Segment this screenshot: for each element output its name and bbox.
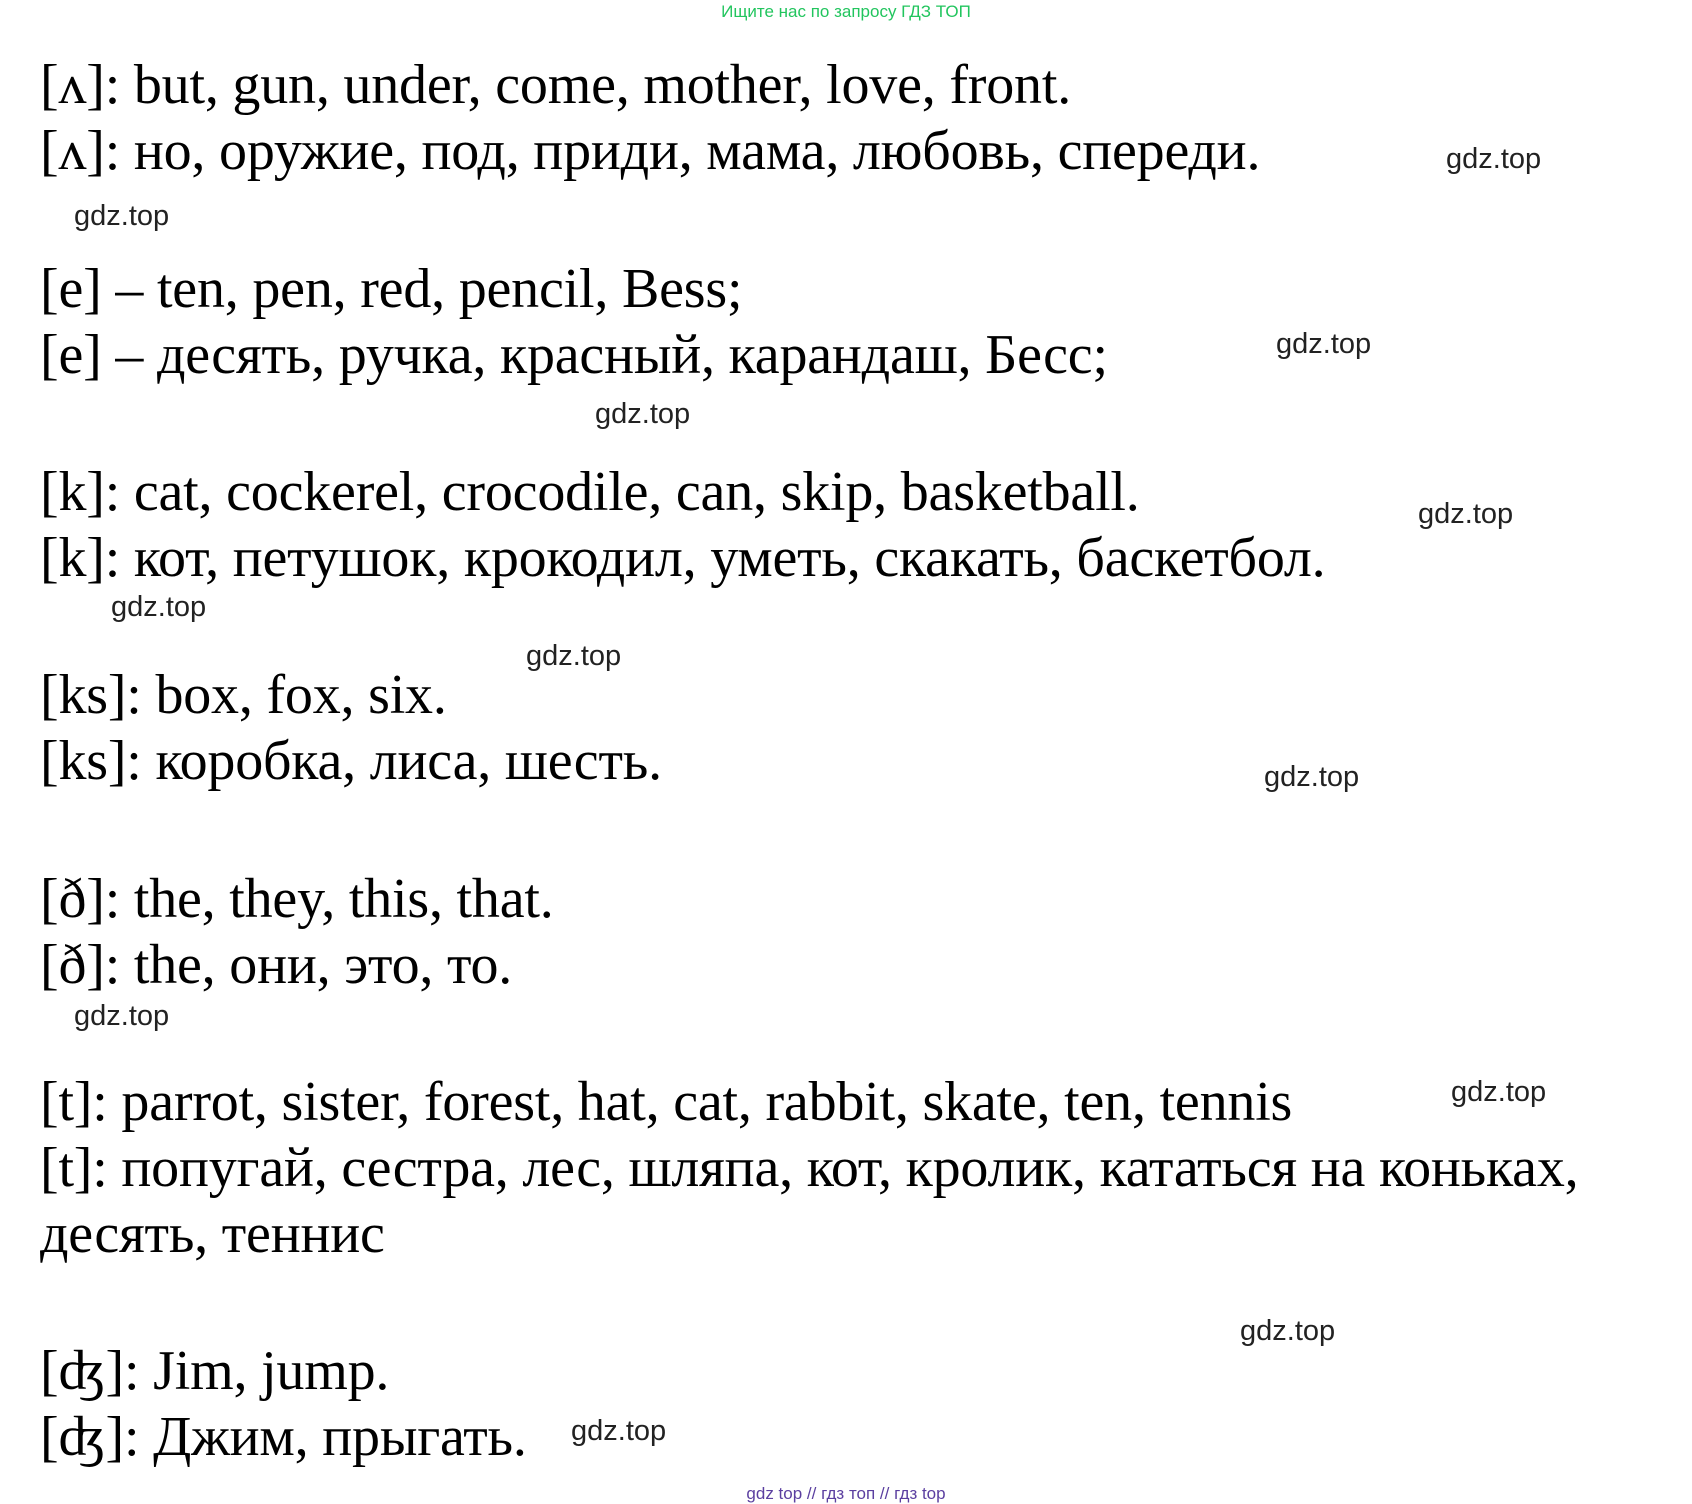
text-line-6: [k]: кот, петушок, крокодил, уметь, скакать, баскетбол. (40, 527, 1326, 589)
text-line-4: [e] – десять, ручка, красный, карандаш, Бесс; (40, 324, 1108, 386)
header-note: Ищите нас по запросу ГДЗ ТОП (721, 2, 971, 21)
watermark: gdz.top (1451, 1076, 1547, 1108)
watermark: gdz.top (74, 1000, 170, 1032)
watermark: gdz.top (1276, 328, 1372, 360)
footer-note: gdz top // гдз топ // гдз top (746, 1484, 946, 1503)
watermark: gdz.top (1240, 1315, 1336, 1347)
watermark: gdz.top (111, 591, 207, 623)
text-line-15: [ʤ]: Джим, прыгать. (40, 1406, 527, 1468)
text-line-8: [ks]: коробка, лиса, шесть. (40, 730, 662, 792)
text-line-10: [ð]: the, они, это, то. (40, 934, 513, 996)
watermark: gdz.top (595, 398, 691, 430)
text-line-2: [ʌ]: но, оружие, под, приди, мама, любовь, спереди. (40, 120, 1261, 182)
watermark: gdz.top (1264, 761, 1360, 793)
text-line-7: [ks]: box, fox, six. (40, 664, 447, 726)
watermark: gdz.top (1418, 498, 1514, 530)
text-line-5: [k]: cat, cockerel, crocodile, can, skip, basketball. (40, 461, 1140, 523)
watermark: gdz.top (571, 1415, 667, 1447)
text-line-12: [t]: попугай, сестра, лес, шляпа, кот, кролик, кататься на коньках, (40, 1137, 1579, 1199)
text-line-3: [e] – ten, pen, red, pencil, Bess; (40, 258, 743, 320)
text-line-11: [t]: parrot, sister, forest, hat, cat, rabbit, skate, ten, tennis (40, 1071, 1293, 1133)
text-line-13: десять, теннис (40, 1203, 385, 1265)
watermark: gdz.top (1446, 143, 1542, 175)
text-line-9: [ð]: the, they, this, that. (40, 868, 554, 930)
text-line-14: [ʤ]: Jim, jump. (40, 1340, 390, 1402)
text-line-1: [ʌ]: but, gun, under, come, mother, love, front. (40, 54, 1071, 116)
watermark: gdz.top (526, 640, 622, 672)
watermark: gdz.top (74, 200, 170, 232)
